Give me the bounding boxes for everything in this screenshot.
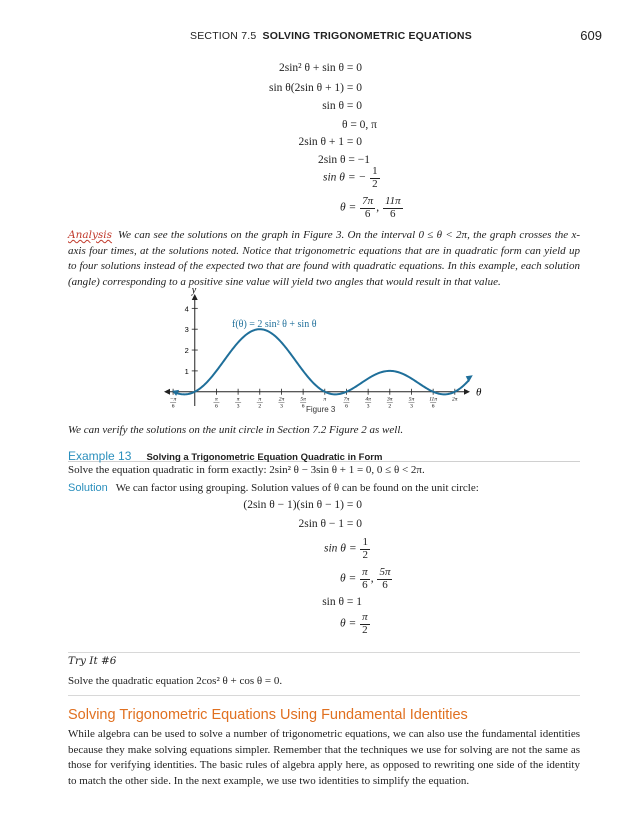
try-it-box bbox=[68, 652, 580, 696]
page-number: 609 bbox=[580, 28, 602, 43]
x-axis-label: θ bbox=[476, 386, 482, 399]
fraction: $\frac{1}{2}$ bbox=[362, 536, 368, 561]
y-axis-label: y bbox=[191, 285, 197, 296]
x-tick-label-den: 6 bbox=[301, 403, 305, 410]
equation-line: (2sin θ − 1)(sin θ − 1) = 0 bbox=[243, 499, 362, 511]
equation-line: 2sin θ = −1 bbox=[317, 154, 370, 166]
equation-line: θ = $\frac{\pi}{6}$ , $\frac{5\pi}{6}$ bbox=[340, 566, 391, 591]
x-tick-label-num: 11π bbox=[429, 396, 438, 403]
try-it-text: Solve the quadratic equation 2cos² θ + cos θ = 0. bbox=[68, 675, 283, 687]
x-tick-label-den: 2 bbox=[258, 403, 262, 410]
x-tick-label-den: 2 bbox=[388, 403, 392, 410]
try-it-label: Try It #6 bbox=[68, 655, 117, 667]
x-tick-label-num: π bbox=[236, 396, 240, 403]
fraction: $\frac{11\pi}{6}$ bbox=[384, 195, 401, 220]
x-tick-label-num: 3π bbox=[387, 396, 393, 403]
x-tick-label-num: −π bbox=[169, 396, 177, 403]
equation-line: sin θ = 1 bbox=[322, 596, 362, 608]
example-title: Solving a Trigonometric Equation Quadratic in Form bbox=[146, 452, 383, 463]
x-tick-label-den: 6 bbox=[345, 403, 348, 410]
y-tick-label: 3 bbox=[184, 325, 189, 335]
example-problem: Solve the equation quadratic in form exactly: 2sin² θ − 3sin θ + 1 = 0, 0 ≤ θ < 2π. bbox=[68, 464, 425, 476]
figure-caption: Figure 3 bbox=[306, 405, 336, 414]
equation-line: 2sin² θ + sin θ = 0 bbox=[278, 62, 362, 74]
function-label: f(θ) = 2 sin² θ + sin θ bbox=[232, 319, 317, 330]
equation-line: θ = 0, π bbox=[341, 119, 377, 131]
equation-line: sin θ = 0 bbox=[322, 100, 362, 112]
solution-label: Solution bbox=[68, 482, 108, 494]
fraction: $\frac{7\pi}{6}$ bbox=[362, 195, 374, 220]
y-tick-label: 4 bbox=[184, 304, 189, 314]
fraction: $\frac{1}{2}$ bbox=[372, 165, 378, 190]
verify-paragraph: We can verify the solutions on the unit circle in Section 7.2 Figure 2 as well. bbox=[68, 424, 404, 436]
x-tick-label-num: 2π bbox=[452, 396, 458, 403]
x-tick-label-den: 3 bbox=[280, 403, 283, 410]
x-axis-arrow-right bbox=[464, 389, 470, 395]
equation-line: 2sin θ + 1 = 0 bbox=[298, 136, 362, 148]
fraction: $\frac{5\pi}{6}$ bbox=[379, 566, 391, 591]
x-tick-label-num: 5π bbox=[408, 396, 415, 403]
y-tick-label: 2 bbox=[184, 346, 189, 356]
x-axis-arrow-left bbox=[164, 389, 170, 395]
analysis-label: Analysis bbox=[68, 229, 113, 241]
x-tick-label-den: 6 bbox=[171, 403, 175, 410]
x-tick-label-num: 2π bbox=[278, 396, 285, 403]
x-tick-label-den: 6 bbox=[431, 403, 435, 410]
analysis-paragraph: Analysis We can see the solutions on the graph in Figure 3. On the interval 0 ≤ θ < 2π, the graph crosses the x-axis four times, at the solutions noted. Notice that trigonometric equations that are in quadratic form can yield up to four solutions instead of the expected two that are found with quadratic equations. In this example, each solution (angle) corresponding to a positive sine value will yield two angles that would result in that value. bbox=[68, 229, 580, 288]
function-curve bbox=[176, 329, 469, 394]
x-tick-label-num: 7π bbox=[343, 396, 350, 403]
x-tick-label-num: π bbox=[258, 396, 262, 403]
fraction: $\frac{\pi}{6}$ bbox=[362, 566, 368, 591]
equation-line: sin θ(2sin θ + 1) = 0 bbox=[269, 82, 362, 94]
x-tick-label-num: π bbox=[215, 396, 218, 403]
example-label: Example 13 bbox=[68, 449, 132, 463]
example-header bbox=[68, 445, 580, 462]
section-title: SOLVING TRIGONOMETRIC EQUATIONS bbox=[262, 30, 472, 42]
equation-line: sin θ = − $\frac{1}{2}$ bbox=[323, 165, 378, 190]
x-tick-label-den: 3 bbox=[366, 403, 370, 410]
x-tick-label-den: 3 bbox=[410, 403, 413, 410]
x-tick-label-num: π bbox=[323, 396, 327, 403]
solution-paragraph: Solution We can factor using grouping. Solution values of θ can be found on the unit circle: bbox=[68, 482, 479, 494]
section-number: SECTION 7.5 bbox=[190, 30, 257, 42]
section-heading: Solving Trigonometric Equations Using Fundamental Identities bbox=[68, 707, 468, 723]
x-tick-label-den: 3 bbox=[236, 403, 240, 410]
x-tick-label-num: 5π bbox=[300, 396, 306, 403]
fraction: $\frac{\pi}{2}$ bbox=[362, 611, 368, 636]
equation-line: sin θ = $\frac{1}{2}$ bbox=[324, 536, 368, 561]
x-tick-label-num: 4π bbox=[365, 396, 371, 403]
equation-line: θ = $\frac{7\pi}{6}$ , $\frac{11\pi}{6}$ bbox=[340, 195, 401, 220]
equation-line: 2sin θ − 1 = 0 bbox=[298, 518, 362, 530]
section-paragraph: While algebra can be used to solve a number of trigonometric equations, we can also use the fundamental identities because they make solving equations simpler. Remember that the techniques we use for solving are not the same as those for verifying identities. The basic rules of algebra apply here, as opposed to rewriting one side of the identity to match the other side. In the next example, we use two identities to simplify the equation. bbox=[68, 728, 580, 787]
equation-line: θ = $\frac{\pi}{2}$ bbox=[340, 611, 368, 636]
y-tick-label: 1 bbox=[184, 366, 189, 376]
x-tick-label-den: 6 bbox=[215, 403, 218, 410]
